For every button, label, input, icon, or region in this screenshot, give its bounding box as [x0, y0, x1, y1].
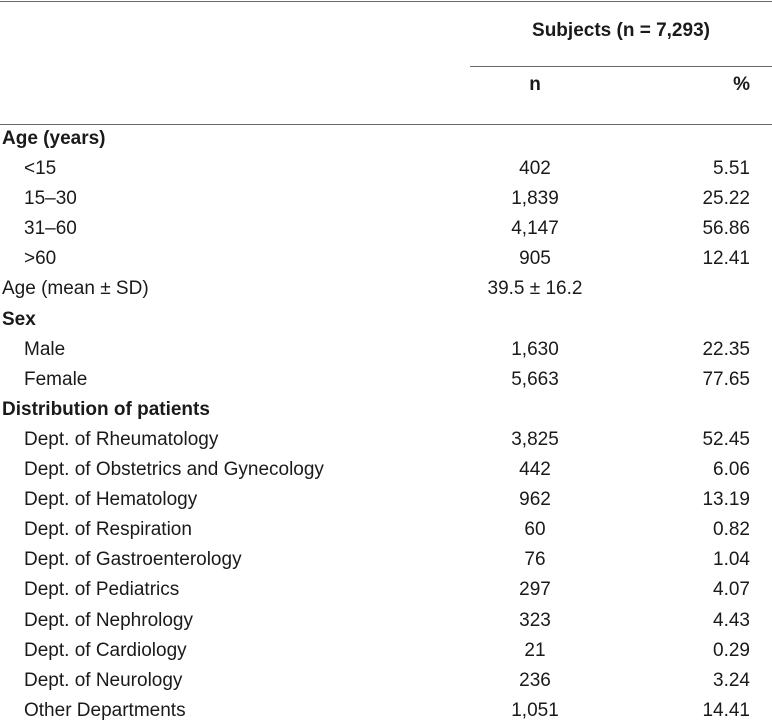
row-label: Dept. of Gastroenterology — [24, 549, 242, 571]
cell-n: 323 — [519, 609, 551, 631]
table-row — [0, 425, 772, 455]
cell-percent: 4.43 — [713, 609, 750, 631]
table-row — [0, 365, 772, 395]
table-row — [0, 455, 772, 485]
table-row — [0, 274, 772, 304]
cell-percent: 14.41 — [702, 699, 750, 721]
table-row — [0, 696, 772, 726]
cell-percent: 56.86 — [702, 218, 750, 240]
section-row — [0, 124, 772, 154]
cell-n: 5,663 — [511, 368, 559, 390]
cell-n: 76 — [524, 549, 546, 571]
section-row — [0, 395, 772, 425]
table-row — [0, 485, 772, 515]
table-row — [0, 515, 772, 545]
column-header-n: n — [529, 74, 541, 95]
column-header-percent: % — [733, 74, 750, 95]
cell-n: 1,051 — [511, 699, 559, 721]
row-label: Female — [24, 368, 88, 390]
cell-percent: 4.07 — [713, 579, 750, 601]
row-label: Other Departments — [24, 699, 186, 721]
row-label: Dept. of Pediatrics — [24, 579, 180, 601]
section-label: Distribution of patients — [2, 398, 210, 420]
row-label: Male — [24, 338, 66, 360]
cell-percent: 1.04 — [713, 549, 750, 571]
table-row — [0, 606, 772, 636]
table-row — [0, 575, 772, 605]
cell-percent: 0.29 — [713, 639, 750, 661]
row-label: <15 — [24, 158, 57, 180]
cell-n: 1,630 — [511, 338, 559, 360]
cell-n: 236 — [519, 669, 551, 691]
group-header-rule — [470, 66, 772, 67]
cell-n: 402 — [519, 158, 551, 180]
section-row — [0, 305, 772, 335]
row-label: Dept. of Obstetrics and Gynecology — [24, 459, 324, 481]
table-row — [0, 214, 772, 244]
cell-n: 3,825 — [511, 428, 559, 450]
table-row — [0, 184, 772, 214]
cell-percent: 25.22 — [702, 188, 750, 210]
cell-n: 905 — [519, 248, 551, 270]
row-label: Dept. of Neurology — [24, 669, 183, 691]
row-label: Age (mean ± SD) — [2, 278, 149, 300]
row-label: Dept. of Respiration — [24, 519, 192, 541]
cell-percent: 6.06 — [713, 459, 750, 481]
cell-percent: 77.65 — [702, 368, 750, 390]
row-label: Dept. of Nephrology — [24, 609, 193, 631]
table-top-rule — [0, 1, 772, 2]
cell-percent: 3.24 — [713, 669, 750, 691]
cell-n: 4,147 — [511, 218, 559, 240]
table-body — [0, 124, 772, 726]
cell-n: 442 — [519, 459, 551, 481]
cell-n: 1,839 — [511, 188, 559, 210]
row-label: >60 — [24, 248, 57, 270]
cell-percent: 5.51 — [713, 158, 750, 180]
section-label: Age (years) — [2, 128, 106, 149]
cell-percent: 22.35 — [702, 338, 750, 360]
cell-n: 21 — [524, 639, 546, 661]
table-row — [0, 545, 772, 575]
row-label: Dept. of Cardiology — [24, 639, 187, 661]
cell-n: 962 — [519, 489, 551, 511]
cell-percent: 52.45 — [702, 428, 750, 450]
cell-n: 60 — [524, 519, 546, 541]
cell-percent: 13.19 — [702, 489, 750, 511]
cell-n: 297 — [519, 579, 551, 601]
cell-n: 39.5 ± 16.2 — [487, 278, 583, 300]
cell-percent: 0.82 — [713, 519, 750, 541]
table-row — [0, 666, 772, 696]
table-row — [0, 154, 772, 184]
table-row — [0, 636, 772, 666]
section-label: Sex — [2, 308, 36, 330]
cell-percent: 12.41 — [702, 248, 750, 270]
subjects-group-header: Subjects (n = 7,293) — [532, 20, 710, 41]
table-row — [0, 244, 772, 274]
row-label: 31–60 — [24, 218, 77, 240]
row-label: Dept. of Rheumatology — [24, 428, 219, 450]
row-label: Dept. of Hematology — [24, 489, 198, 511]
row-label: 15–30 — [24, 188, 77, 210]
table-row — [0, 335, 772, 365]
